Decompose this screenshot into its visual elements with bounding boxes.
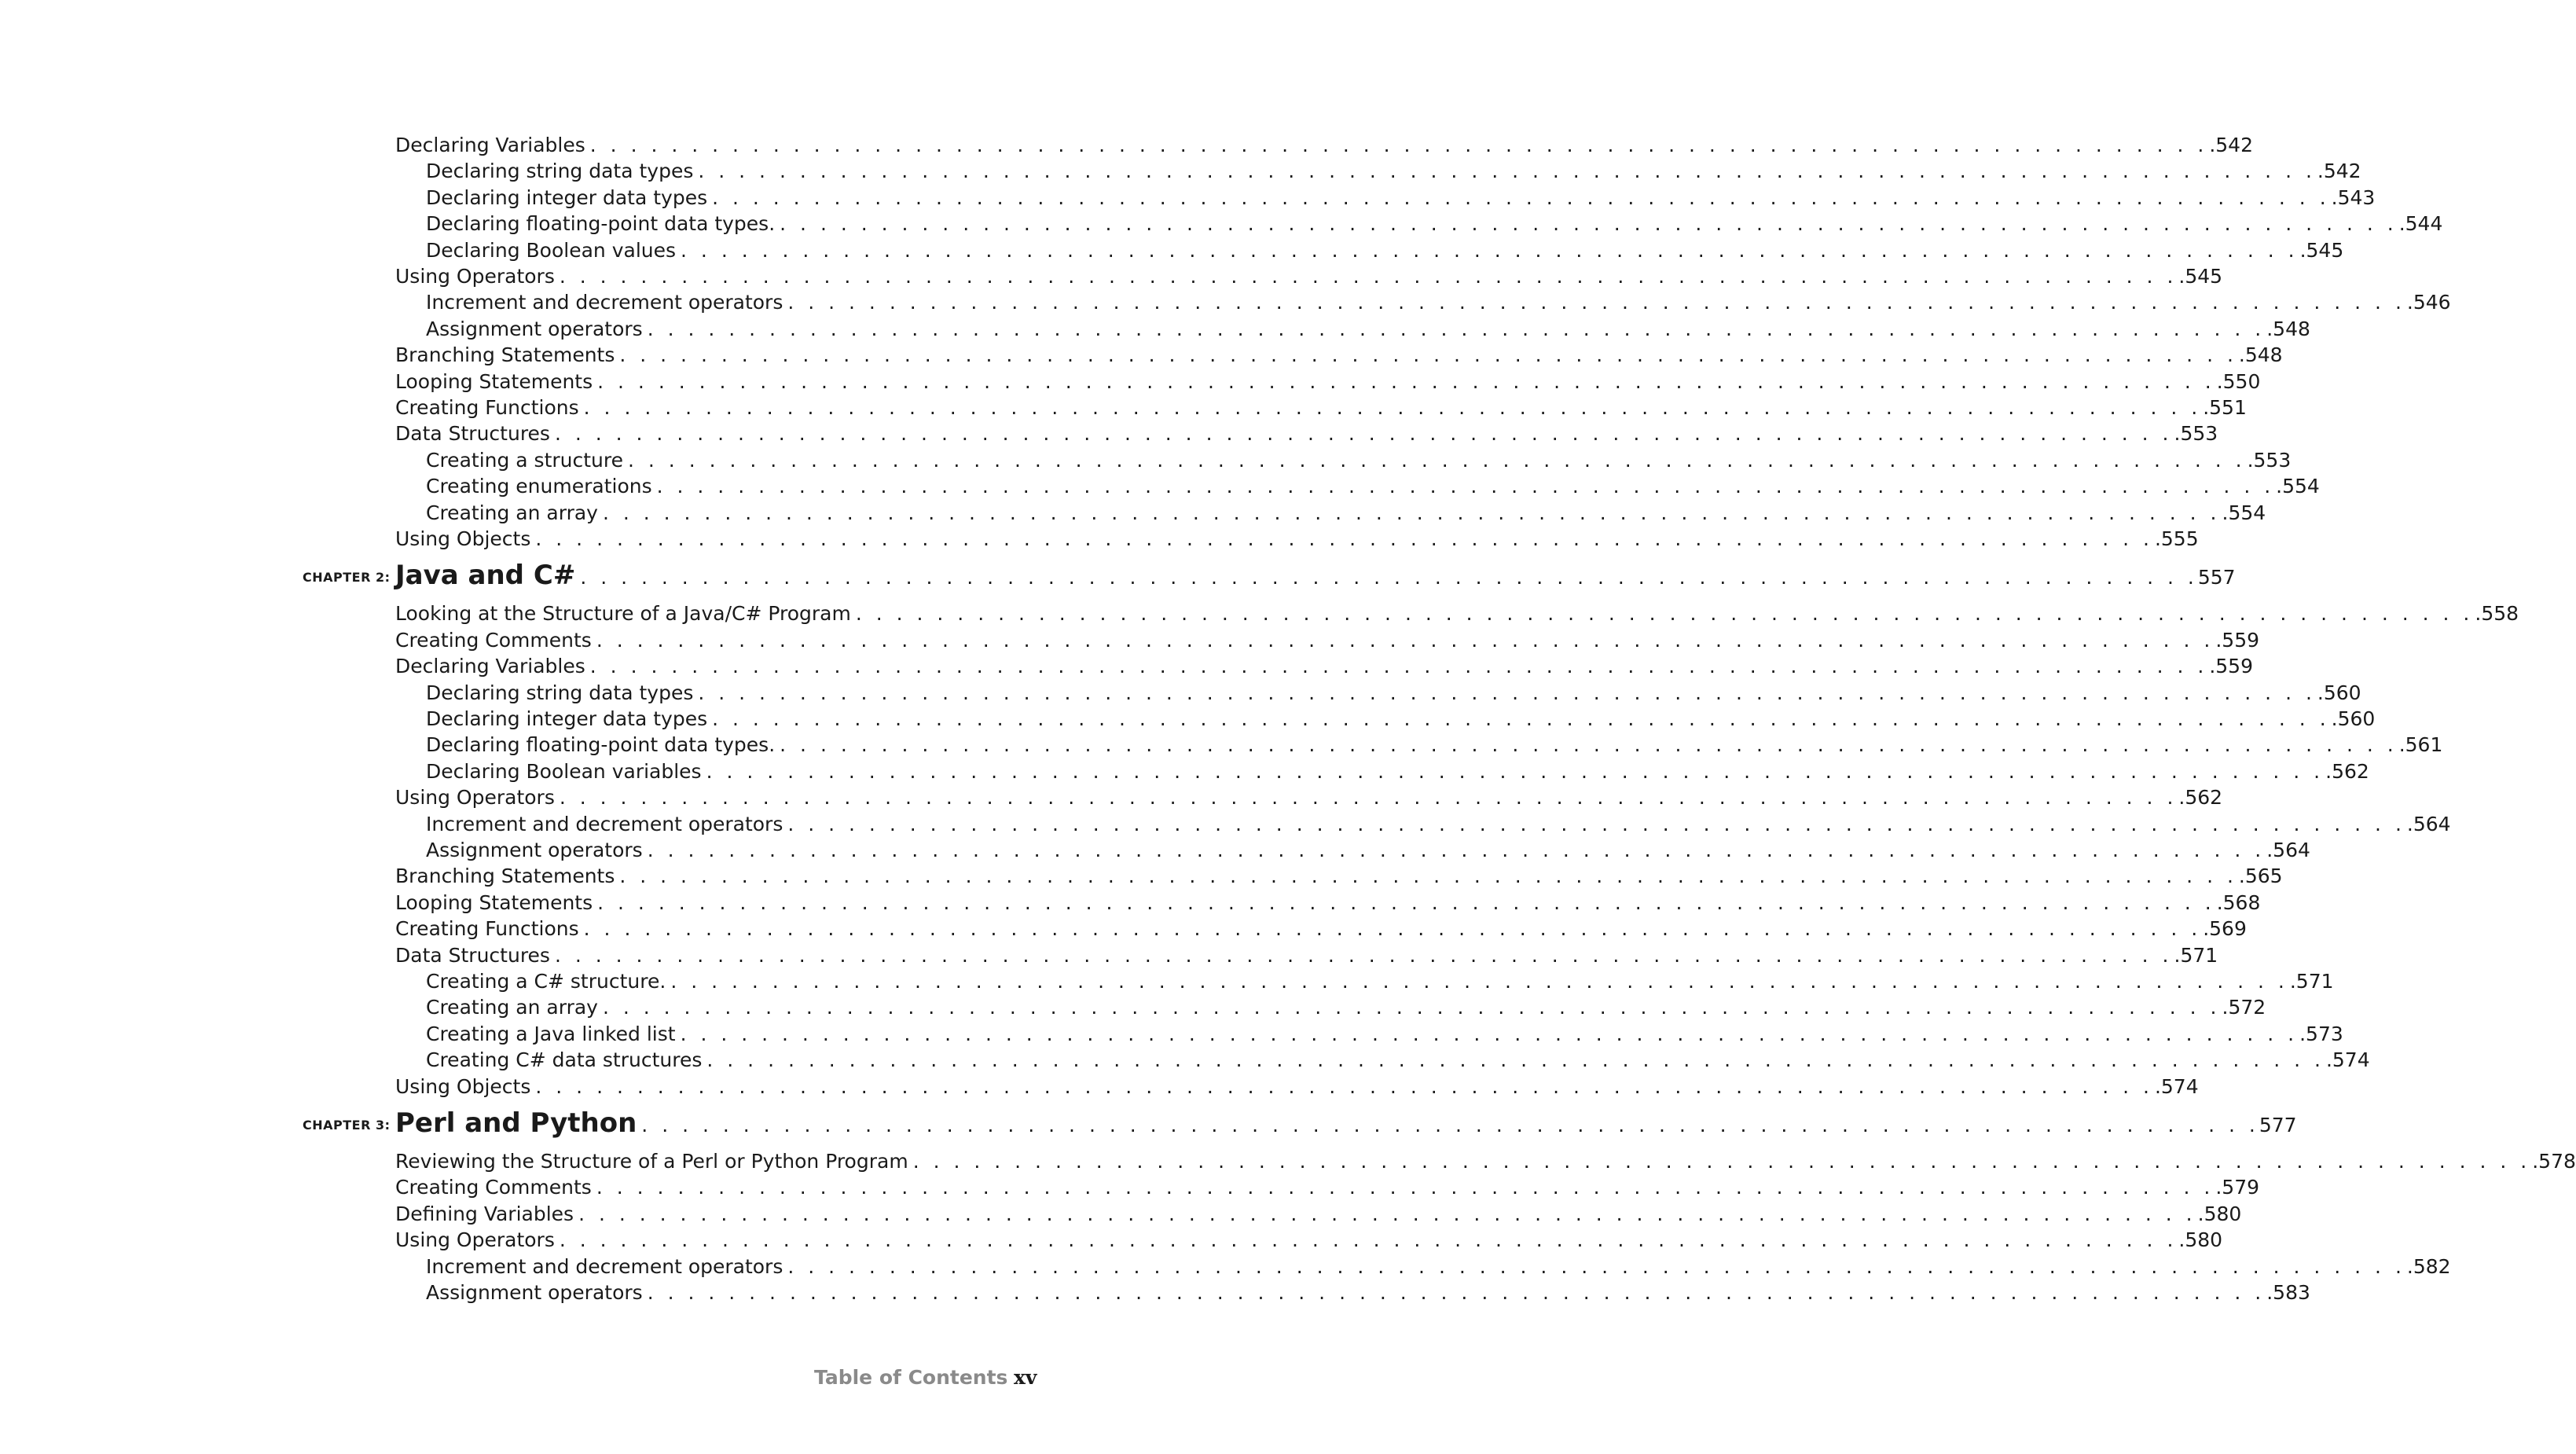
dot-leader: . . . . . . . . . . . . . . . . . . . . . . . . . . . . . . . . . . . . . . . . . . . . . . . . . . . . . . . . . . . . . . . . . . . . . . . . . . . . . . . . xyxy=(554,422,2173,446)
chapter-title: Perl and Python xyxy=(395,1107,637,1139)
toc-subentry xyxy=(426,967,2334,993)
entry-page-number: .542 xyxy=(2317,160,2361,183)
dot-leader: . . . . . . . . . . . . . . . . . . . . . . . . . . . . . . . . . . . . . . . . . . . . . . . . . . . . . . . . . . . . . . . . . . . . . . . . . . . . . . . . xyxy=(597,369,2215,393)
entry-page-number: .580 xyxy=(2197,1202,2242,1225)
dot-leader: . . . . . . . . . . . . . . . . . . . . . . . . . . . . . . . . . . . . . . . . . . . . . . . . . . . . . . . . . . . . . . . . . . . . . . . . . . . . . . . . xyxy=(656,475,2275,498)
entry-page-number: .560 xyxy=(2317,681,2361,704)
entry-page-number: .554 xyxy=(2222,501,2266,524)
toc-entry xyxy=(395,524,2199,551)
dot-leader: . . . . . . . . . . . . . . . . . . . . . . . . . . . . . . . . . . . . . . . . . . . . . . . . . . . . . . . . . . . . . . . . . . . . . . . . . . . . . . . . xyxy=(698,681,2316,704)
entry-page-number: .578 xyxy=(2532,1150,2576,1173)
entry-page-number: .569 xyxy=(2203,917,2247,941)
chapter-label: CHAPTER 3: xyxy=(303,1118,391,1133)
entry-title: Declaring Boolean values xyxy=(426,238,677,262)
toc-subentry xyxy=(426,498,2266,525)
chapter-page-number: 557 xyxy=(2197,566,2236,589)
entry-title: Branching Statements xyxy=(395,865,615,888)
chapter-title: Java and C# xyxy=(395,560,576,592)
entry-title: Declaring Boolean variables xyxy=(426,759,702,783)
toc-subentry xyxy=(426,757,2369,784)
toc-entry xyxy=(395,130,2253,157)
dot-leader: . . . . . . . . . . . . . . . . . . . . . . . . . . . . . . . . . . . . . . . . . . . . . . . . . . . . . . . . . . . . . . . . . . . . . . . . . . . . . . . . xyxy=(628,448,2246,472)
dot-leader: . . . . . . . . . . . . . . . . . . . . . . . . . . . . . . . . . . . . . . . . . . . . . . . . . . . . . . . . . . . . . . . . . . . . . . . . . . . . . . . . xyxy=(855,602,2474,626)
entry-title: Using Objects xyxy=(395,1074,531,1098)
dot-leader: . . . . . . . . . . . . . . . . . . . . . . . . . . . . . . . . . . . . . . . . . . . . . . . . . . . . . . . . . . . . . . . . . . . . . . . . . . . . . . . . xyxy=(578,1202,2196,1225)
entry-page-number: .542 xyxy=(2209,134,2253,156)
entry-page-number: .545 xyxy=(2178,265,2223,288)
entry-page-number: .573 xyxy=(2299,1022,2343,1045)
entry-page-number: .555 xyxy=(2154,527,2199,550)
toc-entry xyxy=(395,1225,2223,1252)
entry-title: Creating Functions xyxy=(395,396,579,419)
entry-title: Assignment operators xyxy=(426,839,643,861)
entry-title: Declaring Variables xyxy=(395,655,585,678)
dot-leader: . . . . . . . . . . . . . . . . . . . . . . . . . . . . . . . . . . . . . . . . . . . . . . . . . . . . . . . . . . . . . . . . . . . . . . . . . . . . . . . . xyxy=(580,566,2198,589)
dot-leader: . . . . . . . . . . . . . . . . . . . . . . . . . . . . . . . . . . . . . . . . . . . . . . . . . . . . . . . . . . . . . . . . . . . . . . . . . . . . . . . . xyxy=(787,812,2405,835)
entry-page-number: .579 xyxy=(2215,1176,2260,1199)
dot-leader: . . . . . . . . . . . . . . . . . . . . . . . . . . . . . . . . . . . . . . . . . . . . . . . . . . . . . . . . . . . . . . . . . . . . . . . . . . . . . . . . xyxy=(535,527,2153,550)
dot-leader: . . . . . . . . . . . . . . . . . . . . . . . . . . . . . . . . . . . . . . . . . . . . . . . . . . . . . . . . . . . . . . . . . . . . . . . . . . . . . . . . xyxy=(647,1281,2266,1304)
dot-leader: . . . . . . . . . . . . . . . . . . . . . . . . . . . . . . . . . . . . . . . . . . . . . . . . . . . . . . . . . . . . . . . . . . . . . . . . . . . . . . . . xyxy=(787,1254,2405,1278)
entry-page-number: .554 xyxy=(2276,475,2320,498)
toc-subentry xyxy=(426,810,2451,836)
toc-entry xyxy=(395,626,2260,652)
entry-page-number: .574 xyxy=(2325,1048,2370,1072)
entry-page-number: .582 xyxy=(2406,1254,2451,1278)
toc-entry xyxy=(395,1147,2576,1173)
entry-page-number: .583 xyxy=(2266,1281,2310,1304)
entry-title: Assignment operators xyxy=(426,317,643,340)
toc-subentry xyxy=(426,446,2292,472)
entry-title: Creating a C# structure. xyxy=(426,970,666,993)
entry-page-number: .562 xyxy=(2325,759,2369,783)
entry-page-number: .548 xyxy=(2266,317,2310,340)
toc-entry xyxy=(395,419,2218,446)
entry-page-number: .562 xyxy=(2178,786,2223,810)
entry-title: Using Operators xyxy=(395,786,555,810)
chapter-heading xyxy=(303,1104,2297,1139)
dot-leader: . . . . . . . . . . . . . . . . . . . . . . . . . . . . . . . . . . . . . . . . . . . . . . . . . . . . . . . . . . . . . . . . . . . . . . . . . . . . . . . . xyxy=(787,291,2405,314)
dot-leader: . . . . . . . . . . . . . . . . . . . . . . . . . . . . . . . . . . . . . . . . . . . . . . . . . . . . . . . . . . . . . . . . . . . . . . . . . . . . . . . . xyxy=(589,655,2208,678)
dot-leader: . . . . . . . . . . . . . . . . . . . . . . . . . . . . . . . . . . . . . . . . . . . . . . . . . . . . . . . . . . . . . . . . . . . . . . . . . . . . . . . . xyxy=(780,733,2398,757)
entry-page-number: .571 xyxy=(2289,970,2334,993)
toc-entry xyxy=(395,652,2253,678)
entry-page-number: .560 xyxy=(2331,707,2376,730)
toc-subentry xyxy=(426,835,2310,862)
dot-leader: . . . . . . . . . . . . . . . . . . . . . . . . . . . . . . . . . . . . . . . . . . . . . . . . . . . . . . . . . . . . . . . . . . . . . . . . . . . . . . . . xyxy=(583,396,2202,419)
entry-title: Creating a structure xyxy=(426,448,624,472)
entry-page-number: .564 xyxy=(2406,812,2451,835)
toc-subentry xyxy=(426,1278,2310,1305)
entry-title: Declaring string data types xyxy=(426,160,694,183)
toc-subentry xyxy=(426,472,2320,498)
entry-title: Assignment operators xyxy=(426,1281,643,1304)
toc-subentry xyxy=(426,730,2443,757)
entry-title: Defining Variables xyxy=(395,1202,574,1225)
toc-entry xyxy=(395,367,2261,394)
entry-page-number: .564 xyxy=(2266,839,2310,861)
dot-leader: . . . . . . . . . . . . . . . . . . . . . . . . . . . . . . . . . . . . . . . . . . . . . . . . . . . . . . . . . . . . . . . . . . . . . . . . . . . . . . . . xyxy=(602,501,2221,524)
entry-page-number: .551 xyxy=(2203,396,2247,419)
toc-subentry xyxy=(426,183,2376,210)
entry-title: Data Structures xyxy=(395,422,550,446)
toc-entry xyxy=(395,262,2223,288)
toc-subentry xyxy=(426,704,2376,731)
dot-leader: . . . . . . . . . . . . . . . . . . . . . . . . . . . . . . . . . . . . . . . . . . . . . . . . . . . . . . . . . . . . . . . . . . . . . . . . . . . . . . . . xyxy=(554,943,2173,967)
dot-leader: . . . . . . . . . . . . . . . . . . . . . . . . . . . . . . . . . . . . . . . . . . . . . . . . . . . . . . . . . . . . . . . . . . . . . . . . . . . . . . . . xyxy=(559,1228,2178,1252)
dot-leader: . . . . . . . . . . . . . . . . . . . . . . . . . . . . . . . . . . . . . . . . . . . . . . . . . . . . . . . . . . . . . . . . . . . . . . . . . . . . . . . . xyxy=(597,890,2215,914)
dot-leader: . . . . . . . . . . . . . . . . . . . . . . . . . . . . . . . . . . . . . . . . . . . . . . . . . . . . . . . . . . . . . . . . . . . . . . . . . . . . . . . . xyxy=(706,1048,2325,1072)
entry-page-number: .550 xyxy=(2216,369,2261,393)
entry-title: Creating enumerations xyxy=(426,475,652,498)
entry-page-number: .580 xyxy=(2178,1228,2223,1252)
entry-title: Data Structures xyxy=(395,943,550,967)
footer-section-label: Table of Contents xyxy=(814,1366,1008,1389)
entry-title: Looping Statements xyxy=(395,890,593,914)
entry-page-number: .561 xyxy=(2398,733,2443,757)
entry-title: Declaring floating-point data types. xyxy=(426,733,776,757)
toc-entry xyxy=(395,393,2247,420)
entry-page-number: .572 xyxy=(2222,996,2266,1019)
entry-title: Declaring Variables xyxy=(395,134,585,156)
entry-title: Creating C# data structures xyxy=(426,1048,703,1072)
dot-leader: . . . . . . . . . . . . . . . . . . . . . . . . . . . . . . . . . . . . . . . . . . . . . . . . . . . . . . . . . . . . . . . . . . . . . . . . . . . . . . . . xyxy=(670,970,2288,993)
entry-page-number: .548 xyxy=(2238,343,2283,367)
entry-page-number: .568 xyxy=(2216,890,2261,914)
dot-leader: . . . . . . . . . . . . . . . . . . . . . . . . . . . . . . . . . . . . . . . . . . . . . . . . . . . . . . . . . . . . . . . . . . . . . . . . . . . . . . . . xyxy=(619,865,2237,888)
entry-title: Increment and decrement operators xyxy=(426,812,783,835)
toc-entry xyxy=(395,861,2283,888)
entry-page-number: .559 xyxy=(2215,628,2260,652)
entry-title: Branching Statements xyxy=(395,343,615,367)
entry-page-number: .543 xyxy=(2331,185,2376,209)
entry-title: Creating Comments xyxy=(395,628,592,652)
entry-title: Using Objects xyxy=(395,527,531,550)
toc-entry xyxy=(395,1199,2242,1226)
dot-leader: . . . . . . . . . . . . . . . . . . . . . . . . . . . . . . . . . . . . . . . . . . . . . . . . . . . . . . . . . . . . . . . . . . . . . . . . . . . . . . . . xyxy=(559,265,2178,288)
dot-leader: . . . . . . . . . . . . . . . . . . . . . . . . . . . . . . . . . . . . . . . . . . . . . . . . . . . . . . . . . . . . . . . . . . . . . . . . . . . . . . . . xyxy=(912,1150,2531,1173)
toc-entry xyxy=(395,783,2223,810)
dot-leader: . . . . . . . . . . . . . . . . . . . . . . . . . . . . . . . . . . . . . . . . . . . . . . . . . . . . . . . . . . . . . . . . . . . . . . . . . . . . . . . . xyxy=(559,786,2178,810)
dot-leader: . . . . . . . . . . . . . . . . . . . . . . . . . . . . . . . . . . . . . . . . . . . . . . . . . . . . . . . . . . . . . . . . . . . . . . . . . . . . . . . . xyxy=(596,628,2215,652)
toc-subentry xyxy=(426,288,2451,314)
entry-title: Looping Statements xyxy=(395,369,593,393)
entry-page-number: .545 xyxy=(2299,238,2344,262)
toc-entry xyxy=(395,1173,2260,1199)
entry-title: Creating Comments xyxy=(395,1176,592,1199)
entry-page-number: .544 xyxy=(2398,212,2443,236)
footer-page-number: xv xyxy=(1014,1366,1037,1389)
dot-leader: . . . . . . . . . . . . . . . . . . . . . . . . . . . . . . . . . . . . . . . . . . . . . . . . . . . . . . . . . . . . . . . . . . . . . . . . . . . . . . . . xyxy=(641,1114,2259,1136)
dot-leader: . . . . . . . . . . . . . . . . . . . . . . . . . . . . . . . . . . . . . . . . . . . . . . . . . . . . . . . . . . . . . . . . . . . . . . . . . . . . . . . . xyxy=(602,996,2221,1019)
entry-title: Declaring string data types xyxy=(426,681,694,704)
dot-leader: . . . . . . . . . . . . . . . . . . . . . . . . . . . . . . . . . . . . . . . . . . . . . . . . . . . . . . . . . . . . . . . . . . . . . . . . . . . . . . . . xyxy=(583,917,2202,941)
toc-subentry xyxy=(426,1045,2370,1072)
entry-title: Increment and decrement operators xyxy=(426,1254,783,1278)
toc-entry xyxy=(395,914,2247,941)
dot-leader: . . . . . . . . . . . . . . . . . . . . . . . . . . . . . . . . . . . . . . . . . . . . . . . . . . . . . . . . . . . . . . . . . . . . . . . . . . . . . . . . xyxy=(712,185,2330,209)
entry-page-number: .558 xyxy=(2475,602,2519,626)
dot-leader: . . . . . . . . . . . . . . . . . . . . . . . . . . . . . . . . . . . . . . . . . . . . . . . . . . . . . . . . . . . . . . . . . . . . . . . . . . . . . . . . xyxy=(712,707,2330,730)
dot-leader: . . . . . . . . . . . . . . . . . . . . . . . . . . . . . . . . . . . . . . . . . . . . . . . . . . . . . . . . . . . . . . . . . . . . . . . . . . . . . . . . xyxy=(596,1176,2215,1199)
toc-subentry xyxy=(426,993,2266,1019)
entry-title: Creating an array xyxy=(426,996,598,1019)
toc-subentry xyxy=(426,156,2361,183)
chapter-label: CHAPTER 2: xyxy=(303,570,391,586)
dot-leader: . . . . . . . . . . . . . . . . . . . . . . . . . . . . . . . . . . . . . . . . . . . . . . . . . . . . . . . . . . . . . . . . . . . . . . . . . . . . . . . . xyxy=(706,759,2325,783)
entry-title: Creating an array xyxy=(426,501,598,524)
toc-entry xyxy=(395,941,2218,967)
dot-leader: . . . . . . . . . . . . . . . . . . . . . . . . . . . . . . . . . . . . . . . . . . . . . . . . . . . . . . . . . . . . . . . . . . . . . . . . . . . . . . . . xyxy=(589,134,2208,156)
entry-title: Declaring integer data types xyxy=(426,185,708,209)
entry-page-number: .574 xyxy=(2154,1074,2199,1098)
toc-subentry xyxy=(426,1019,2343,1046)
entry-page-number: .571 xyxy=(2174,943,2218,967)
entry-page-number: .553 xyxy=(2247,448,2292,472)
entry-title: Creating Functions xyxy=(395,917,579,941)
toc-subentry xyxy=(426,314,2310,341)
entry-title: Increment and decrement operators xyxy=(426,291,783,314)
dot-leader: . . . . . . . . . . . . . . . . . . . . . . . . . . . . . . . . . . . . . . . . . . . . . . . . . . . . . . . . . . . . . . . . . . . . . . . . . . . . . . . . xyxy=(680,1022,2299,1045)
dot-leader: . . . . . . . . . . . . . . . . . . . . . . . . . . . . . . . . . . . . . . . . . . . . . . . . . . . . . . . . . . . . . . . . . . . . . . . . . . . . . . . . xyxy=(780,212,2398,236)
toc-entry xyxy=(395,599,2519,626)
dot-leader: . . . . . . . . . . . . . . . . . . . . . . . . . . . . . . . . . . . . . . . . . . . . . . . . . . . . . . . . . . . . . . . . . . . . . . . . . . . . . . . . xyxy=(681,238,2299,262)
toc-subentry xyxy=(426,678,2361,705)
dot-leader: . . . . . . . . . . . . . . . . . . . . . . . . . . . . . . . . . . . . . . . . . . . . . . . . . . . . . . . . . . . . . . . . . . . . . . . . . . . . . . . . xyxy=(535,1074,2153,1098)
entry-title: Declaring integer data types xyxy=(426,707,708,730)
entry-title: Declaring floating-point data types. xyxy=(426,212,776,236)
entry-title: Creating a Java linked list xyxy=(426,1022,676,1045)
entry-page-number: .559 xyxy=(2209,655,2253,678)
toc-subentry xyxy=(426,1252,2451,1279)
entry-page-number: .546 xyxy=(2406,291,2451,314)
entry-title: Reviewing the Structure of a Perl or Python Program xyxy=(395,1150,908,1173)
entry-page-number: .565 xyxy=(2238,865,2283,888)
toc-entry xyxy=(395,340,2283,367)
toc-entry xyxy=(395,888,2261,915)
dot-leader: . . . . . . . . . . . . . . . . . . . . . . . . . . . . . . . . . . . . . . . . . . . . . . . . . . . . . . . . . . . . . . . . . . . . . . . . . . . . . . . . xyxy=(647,839,2266,861)
dot-leader: . . . . . . . . . . . . . . . . . . . . . . . . . . . . . . . . . . . . . . . . . . . . . . . . . . . . . . . . . . . . . . . . . . . . . . . . . . . . . . . . xyxy=(698,160,2316,183)
dot-leader: . . . . . . . . . . . . . . . . . . . . . . . . . . . . . . . . . . . . . . . . . . . . . . . . . . . . . . . . . . . . . . . . . . . . . . . . . . . . . . . . xyxy=(647,317,2266,340)
toc-entry xyxy=(395,1072,2199,1099)
entry-title: Using Operators xyxy=(395,265,555,288)
dot-leader: . . . . . . . . . . . . . . . . . . . . . . . . . . . . . . . . . . . . . . . . . . . . . . . . . . . . . . . . . . . . . . . . . . . . . . . . . . . . . . . . xyxy=(619,343,2237,367)
toc-subentry xyxy=(426,236,2344,263)
chapter-heading xyxy=(303,556,2236,592)
entry-page-number: .553 xyxy=(2174,422,2218,446)
entry-title: Using Operators xyxy=(395,1228,555,1252)
chapter-page-number: 577 xyxy=(2259,1114,2297,1136)
entry-title: Looking at the Structure of a Java/C# Program xyxy=(395,602,851,626)
toc-subentry xyxy=(426,209,2443,236)
